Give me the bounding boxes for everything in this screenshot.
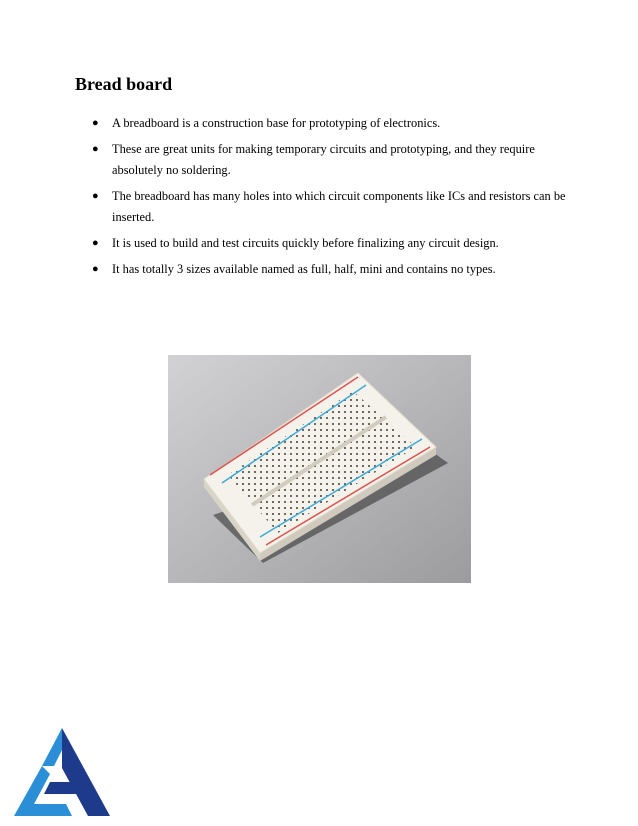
bullet-icon: ●	[92, 117, 99, 129]
triangle-a-logo-icon	[12, 726, 112, 818]
brand-logo	[12, 726, 112, 818]
breadboard-illustration	[168, 355, 471, 583]
page-title: Bread board	[75, 74, 173, 94]
bullet-text: These are great units for making temporary circuits and prototyping, and they require absolutely no soldering.	[112, 142, 535, 177]
list-item	[92, 139, 572, 181]
list-item	[92, 259, 572, 280]
bullet-icon: ●	[92, 143, 99, 155]
bullet-text: It has totally 3 sizes available named as full, half, mini and contains no types.	[112, 262, 496, 276]
bullet-list	[92, 113, 572, 285]
bullet-icon: ●	[92, 237, 99, 249]
bullet-icon: ●	[92, 263, 99, 275]
list-item	[92, 233, 572, 254]
bullet-text: The breadboard has many holes into which circuit components like ICs and resistors can be inserted.	[112, 189, 566, 224]
list-item	[92, 186, 572, 228]
list-item	[92, 113, 572, 134]
breadboard-photo	[168, 355, 471, 583]
bullet-text: A breadboard is a construction base for prototyping of electronics.	[112, 116, 441, 130]
bullet-icon: ●	[92, 190, 99, 202]
bullet-text: It is used to build and test circuits quickly before finalizing any circuit design.	[112, 236, 499, 250]
